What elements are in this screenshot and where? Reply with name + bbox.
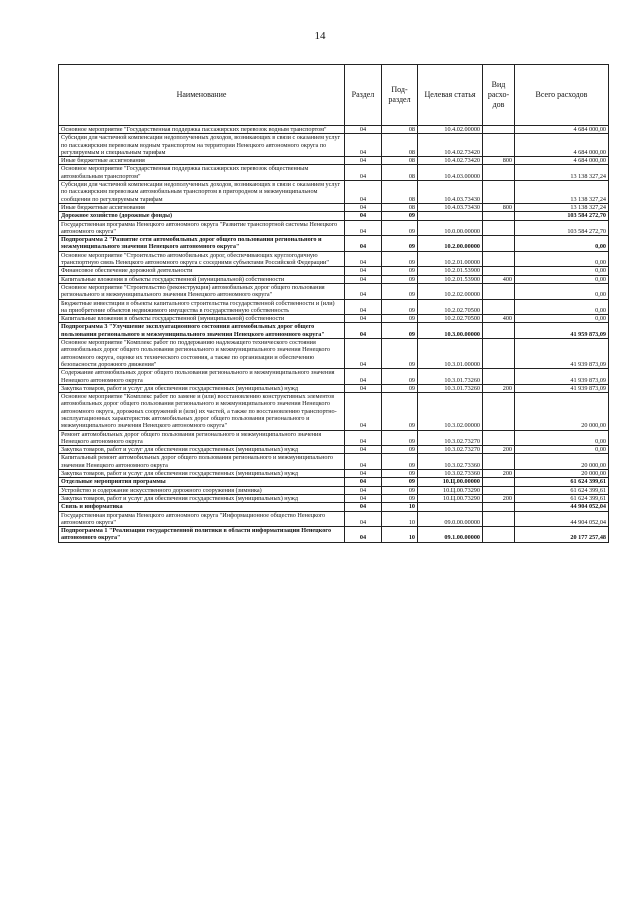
cell-name: Финансовое обеспечение дорожной деятельности bbox=[59, 267, 345, 275]
cell-razdel: 04 bbox=[345, 134, 382, 157]
table-row bbox=[59, 369, 609, 385]
cell-name: Капитальный ремонт автомобильных дорог общего пользования регионального и межмуниципального значения Ненецкого автономного округа bbox=[59, 454, 345, 470]
cell-razdel: 04 bbox=[345, 203, 382, 211]
expenditure-table-container bbox=[58, 64, 608, 543]
cell-razdel: 04 bbox=[345, 220, 382, 236]
cell-target-article: 10.2.00.00000 bbox=[418, 236, 483, 252]
table-row bbox=[59, 511, 609, 527]
table-row bbox=[59, 494, 609, 502]
cell-expense-type: 200 bbox=[483, 446, 515, 454]
cell-name: Иные бюджетные ассигнования bbox=[59, 203, 345, 211]
cell-total: 13 138 327,24 bbox=[515, 165, 609, 181]
cell-total: 103 584 272,70 bbox=[515, 220, 609, 236]
cell-expense-type: 400 bbox=[483, 275, 515, 283]
cell-expense-type: 800 bbox=[483, 203, 515, 211]
cell-podrazdel: 09 bbox=[382, 236, 418, 252]
cell-total: 44 904 052,04 bbox=[515, 503, 609, 511]
cell-name: Капитальные вложения в объекты государственной (муниципальной) собственности bbox=[59, 275, 345, 283]
table-row bbox=[59, 323, 609, 339]
cell-podrazdel: 09 bbox=[382, 494, 418, 502]
header-expense-type: Вид расхо-дов bbox=[483, 65, 515, 126]
cell-razdel: 04 bbox=[345, 315, 382, 323]
cell-name: Устройство и содержание искусственного дорожного сооружения (зимника) bbox=[59, 486, 345, 494]
cell-name: Закупка товаров, работ и услуг для обеспечения государственных (муниципальных) нужд bbox=[59, 384, 345, 392]
cell-target-article: 10.3.02.73270 bbox=[418, 430, 483, 446]
cell-expense-type: 200 bbox=[483, 494, 515, 502]
cell-total: 0,00 bbox=[515, 251, 609, 267]
cell-podrazdel: 08 bbox=[382, 126, 418, 134]
table-row bbox=[59, 384, 609, 392]
cell-expense-type: 400 bbox=[483, 315, 515, 323]
cell-razdel: 04 bbox=[345, 470, 382, 478]
cell-total: 0,00 bbox=[515, 236, 609, 252]
cell-expense-type: 800 bbox=[483, 157, 515, 165]
cell-target-article: 10.2.02.00000 bbox=[418, 283, 483, 299]
cell-expense-type bbox=[483, 323, 515, 339]
cell-target-article: 10.Ц.00.73290 bbox=[418, 494, 483, 502]
cell-podrazdel: 09 bbox=[382, 220, 418, 236]
cell-expense-type bbox=[483, 181, 515, 204]
cell-podrazdel: 10 bbox=[382, 527, 418, 543]
cell-podrazdel: 08 bbox=[382, 165, 418, 181]
table-row bbox=[59, 478, 609, 486]
cell-expense-type bbox=[483, 299, 515, 315]
cell-razdel: 04 bbox=[345, 165, 382, 181]
table-row bbox=[59, 220, 609, 236]
table-row bbox=[59, 454, 609, 470]
cell-podrazdel: 09 bbox=[382, 393, 418, 430]
cell-expense-type bbox=[483, 283, 515, 299]
cell-expense-type bbox=[483, 486, 515, 494]
table-row bbox=[59, 126, 609, 134]
table-row bbox=[59, 236, 609, 252]
cell-podrazdel: 08 bbox=[382, 157, 418, 165]
cell-total: 41 959 873,09 bbox=[515, 323, 609, 339]
cell-name: Основное мероприятие "Строительство (реконструкция) автомобильных дорог общего пользования регионального и межмуниципального значения Ненецкого автономного округа" bbox=[59, 283, 345, 299]
page-number: 14 bbox=[314, 30, 326, 42]
cell-expense-type bbox=[483, 212, 515, 220]
cell-name: Связь и информатика bbox=[59, 503, 345, 511]
cell-expense-type bbox=[483, 126, 515, 134]
cell-total: 4 684 000,00 bbox=[515, 126, 609, 134]
cell-name: Закупка товаров, работ и услуг для обеспечения государственных (муниципальных) нужд bbox=[59, 470, 345, 478]
cell-target-article: 10.0.00.00000 bbox=[418, 220, 483, 236]
table-row bbox=[59, 165, 609, 181]
cell-expense-type bbox=[483, 220, 515, 236]
cell-name: Капитальные вложения в объекты государственной (муниципальной) собственности bbox=[59, 315, 345, 323]
cell-total: 4 684 000,00 bbox=[515, 134, 609, 157]
cell-podrazdel: 09 bbox=[382, 369, 418, 385]
header-razdel: Раздел bbox=[345, 65, 382, 126]
cell-total: 20 000,00 bbox=[515, 393, 609, 430]
table-row bbox=[59, 527, 609, 543]
cell-podrazdel: 08 bbox=[382, 134, 418, 157]
cell-razdel: 04 bbox=[345, 369, 382, 385]
cell-name: Основное мероприятие "Государственная поддержка пассажирских перевозок общественным автомобильным транспортом" bbox=[59, 165, 345, 181]
cell-expense-type bbox=[483, 251, 515, 267]
table-row bbox=[59, 470, 609, 478]
cell-expense-type bbox=[483, 267, 515, 275]
cell-target-article: 10.2.02.70500 bbox=[418, 299, 483, 315]
cell-total: 44 904 052,04 bbox=[515, 511, 609, 527]
table-row bbox=[59, 299, 609, 315]
cell-expense-type: 200 bbox=[483, 470, 515, 478]
table-body bbox=[59, 126, 609, 543]
cell-podrazdel: 09 bbox=[382, 384, 418, 392]
table-row bbox=[59, 486, 609, 494]
cell-podrazdel: 10 bbox=[382, 511, 418, 527]
cell-total: 41 939 873,09 bbox=[515, 369, 609, 385]
cell-name: Бюджетные инвестиции в объекты капитального строительства государственной собственности и (или) на приобретение объектов недвижимого имущества в государственную собственность bbox=[59, 299, 345, 315]
table-row bbox=[59, 283, 609, 299]
table-row bbox=[59, 393, 609, 430]
cell-podrazdel: 09 bbox=[382, 478, 418, 486]
cell-target-article: 10.2.01.00000 bbox=[418, 251, 483, 267]
cell-total: 0,00 bbox=[515, 430, 609, 446]
cell-razdel: 04 bbox=[345, 299, 382, 315]
cell-expense-type bbox=[483, 478, 515, 486]
cell-razdel: 04 bbox=[345, 283, 382, 299]
cell-target-article: 10.3.02.73360 bbox=[418, 454, 483, 470]
cell-expense-type bbox=[483, 503, 515, 511]
cell-total: 4 684 000,00 bbox=[515, 157, 609, 165]
cell-total: 0,00 bbox=[515, 299, 609, 315]
cell-total: 0,00 bbox=[515, 283, 609, 299]
cell-total: 61 624 399,61 bbox=[515, 486, 609, 494]
cell-total: 0,00 bbox=[515, 267, 609, 275]
cell-razdel: 04 bbox=[345, 446, 382, 454]
cell-podrazdel: 09 bbox=[382, 323, 418, 339]
cell-name: Подпрограмма 1 "Реализация государственной политики в области информатизации Ненецкого автономного округа" bbox=[59, 527, 345, 543]
cell-name: Подпрограмма 3 "Улучшение эксплуатационного состояния автомобильных дорог общего пользования регионального и межмуниципального значения Ненецкого автономного округа" bbox=[59, 323, 345, 339]
cell-podrazdel: 09 bbox=[382, 446, 418, 454]
cell-target-article: 09.0.00.00000 bbox=[418, 511, 483, 527]
cell-razdel: 04 bbox=[345, 503, 382, 511]
table-row bbox=[59, 275, 609, 283]
cell-podrazdel: 08 bbox=[382, 181, 418, 204]
header-target-article: Целевая статья bbox=[418, 65, 483, 126]
cell-target-article: 10.3.01.00000 bbox=[418, 339, 483, 369]
cell-total: 41 939 873,09 bbox=[515, 339, 609, 369]
cell-name: Закупка товаров, работ и услуг для обеспечения государственных (муниципальных) нужд bbox=[59, 446, 345, 454]
cell-name: Закупка товаров, работ и услуг для обеспечения государственных (муниципальных) нужд bbox=[59, 494, 345, 502]
cell-target-article: 10.3.02.00000 bbox=[418, 393, 483, 430]
cell-target-article: 10.4.02.00000 bbox=[418, 126, 483, 134]
cell-razdel: 04 bbox=[345, 454, 382, 470]
cell-target-article: 10.4.03.00000 bbox=[418, 165, 483, 181]
cell-target-article bbox=[418, 212, 483, 220]
cell-razdel: 04 bbox=[345, 393, 382, 430]
cell-expense-type bbox=[483, 134, 515, 157]
cell-name: Подпрограмма 2 "Развитие сети автомобильных дорог общего пользования регионального и межмуниципального значения Ненецкого автономного округа" bbox=[59, 236, 345, 252]
cell-name: Государственная программа Ненецкого автономного округа "Информационное общество Ненецкого автономного округа" bbox=[59, 511, 345, 527]
cell-target-article: 10.3.00.00000 bbox=[418, 323, 483, 339]
cell-podrazdel: 09 bbox=[382, 486, 418, 494]
cell-razdel: 04 bbox=[345, 527, 382, 543]
table-row bbox=[59, 212, 609, 220]
cell-total: 0,00 bbox=[515, 315, 609, 323]
cell-total: 20 000,00 bbox=[515, 470, 609, 478]
cell-razdel: 04 bbox=[345, 181, 382, 204]
cell-razdel: 04 bbox=[345, 267, 382, 275]
cell-target-article: 10.Ц.00.00000 bbox=[418, 478, 483, 486]
cell-razdel: 04 bbox=[345, 126, 382, 134]
cell-target-article: 10.4.03.73430 bbox=[418, 181, 483, 204]
cell-name: Основное мероприятие "Государственная поддержка пассажирских перевозок водным транспортом" bbox=[59, 126, 345, 134]
cell-name: Дорожное хозяйство (дорожные фонды) bbox=[59, 212, 345, 220]
cell-razdel: 04 bbox=[345, 430, 382, 446]
cell-target-article: 10.4.03.73430 bbox=[418, 203, 483, 211]
cell-podrazdel: 09 bbox=[382, 470, 418, 478]
cell-razdel: 04 bbox=[345, 212, 382, 220]
cell-podrazdel: 09 bbox=[382, 339, 418, 369]
cell-razdel: 04 bbox=[345, 236, 382, 252]
cell-expense-type bbox=[483, 393, 515, 430]
cell-razdel: 04 bbox=[345, 157, 382, 165]
cell-podrazdel: 09 bbox=[382, 212, 418, 220]
cell-razdel: 04 bbox=[345, 478, 382, 486]
cell-target-article: 10.3.01.73260 bbox=[418, 369, 483, 385]
cell-podrazdel: 09 bbox=[382, 275, 418, 283]
cell-podrazdel: 09 bbox=[382, 430, 418, 446]
header-name: Наименование bbox=[59, 65, 345, 126]
cell-expense-type bbox=[483, 339, 515, 369]
cell-podrazdel: 09 bbox=[382, 299, 418, 315]
cell-total: 0,00 bbox=[515, 275, 609, 283]
cell-target-article: 10.3.01.73260 bbox=[418, 384, 483, 392]
cell-target-article: 10.2.01.53900 bbox=[418, 267, 483, 275]
cell-expense-type bbox=[483, 236, 515, 252]
cell-total: 61 624 399,61 bbox=[515, 478, 609, 486]
header-total: Всего расходов bbox=[515, 65, 609, 126]
cell-expense-type bbox=[483, 430, 515, 446]
cell-expense-type: 200 bbox=[483, 384, 515, 392]
cell-target-article: 10.4.02.73420 bbox=[418, 157, 483, 165]
cell-expense-type bbox=[483, 527, 515, 543]
cell-razdel: 04 bbox=[345, 323, 382, 339]
table-row bbox=[59, 315, 609, 323]
cell-podrazdel: 09 bbox=[382, 315, 418, 323]
cell-total: 13 138 327,24 bbox=[515, 203, 609, 211]
cell-target-article: 10.3.02.73270 bbox=[418, 446, 483, 454]
cell-razdel: 04 bbox=[345, 251, 382, 267]
cell-total: 20 177 257,48 bbox=[515, 527, 609, 543]
cell-razdel: 04 bbox=[345, 384, 382, 392]
cell-razdel: 04 bbox=[345, 511, 382, 527]
cell-name: Основное мероприятие "Комплекс работ по замене и (или) восстановлению конструктивных элементов автомобильных дорог общего пользования регионального и межмуниципального значения Ненецкого автономного округа, дорожных сооружений и (или) их частей, а также по восстановлению транспортно-эксплуатационных характеристик автомобильных дорог общего пользования регионального и межмуниципального значения Ненецкого автономного округа" bbox=[59, 393, 345, 430]
table-row bbox=[59, 157, 609, 165]
cell-target-article: 10.4.02.73420 bbox=[418, 134, 483, 157]
cell-name: Иные бюджетные ассигнования bbox=[59, 157, 345, 165]
cell-target-article: 10.2.02.70500 bbox=[418, 315, 483, 323]
cell-podrazdel: 09 bbox=[382, 267, 418, 275]
table-row bbox=[59, 203, 609, 211]
cell-expense-type bbox=[483, 511, 515, 527]
cell-name: Основное мероприятие "Комплекс работ по поддержанию надлежащего технического состояния автомобильных дорог общего пользования регионального и межмуниципального значения Ненецкого автономного округа, оценке их технического состояния, а также по организации и обеспечению безопасности дорожного движения" bbox=[59, 339, 345, 369]
table-row bbox=[59, 267, 609, 275]
cell-target-article: 10.2.01.53900 bbox=[418, 275, 483, 283]
cell-name: Субсидии для частичной компенсации недополученных доходов, возникающих в связи с оказанием услуг по пассажирским перевозкам водным транспортом на территории Ненецкого автономного округа по регулируемым и специальным тарифам bbox=[59, 134, 345, 157]
cell-podrazdel: 09 bbox=[382, 454, 418, 470]
cell-target-article bbox=[418, 503, 483, 511]
cell-name: Государственная программа Ненецкого автономного округа "Развитие транспортной системы Ненецкого автономного округа" bbox=[59, 220, 345, 236]
cell-target-article: 10.Ц.00.73290 bbox=[418, 486, 483, 494]
cell-podrazdel: 09 bbox=[382, 251, 418, 267]
cell-expense-type bbox=[483, 369, 515, 385]
header-podrazdel: Под-раздел bbox=[382, 65, 418, 126]
cell-expense-type bbox=[483, 454, 515, 470]
cell-razdel: 04 bbox=[345, 339, 382, 369]
cell-total: 20 000,00 bbox=[515, 454, 609, 470]
cell-total: 0,00 bbox=[515, 446, 609, 454]
cell-podrazdel: 10 bbox=[382, 503, 418, 511]
cell-name: Ремонт автомобильных дорог общего пользования регионального и межмуниципального значения Ненецкого автономного округа bbox=[59, 430, 345, 446]
cell-total: 61 624 399,61 bbox=[515, 494, 609, 502]
cell-name: Отдельные мероприятия программы bbox=[59, 478, 345, 486]
table-row bbox=[59, 446, 609, 454]
table-row bbox=[59, 134, 609, 157]
table-row bbox=[59, 430, 609, 446]
table-row bbox=[59, 181, 609, 204]
cell-name: Содержание автомобильных дорог общего пользования регионального и межмуниципального значения Ненецкого автономного округа bbox=[59, 369, 345, 385]
cell-podrazdel: 08 bbox=[382, 203, 418, 211]
table-row bbox=[59, 251, 609, 267]
cell-target-article: 10.3.02.73360 bbox=[418, 470, 483, 478]
cell-total: 103 584 272,70 bbox=[515, 212, 609, 220]
cell-razdel: 04 bbox=[345, 275, 382, 283]
cell-total: 13 138 327,24 bbox=[515, 181, 609, 204]
cell-total: 41 939 873,09 bbox=[515, 384, 609, 392]
table-header-row bbox=[59, 65, 609, 126]
cell-razdel: 04 bbox=[345, 486, 382, 494]
expenditure-table bbox=[58, 64, 609, 543]
cell-name: Основное мероприятие "Строительство автомобильных дорог, обеспечивающих круглогодичную транспортную связь Ненецкого автономного округа с соседними субъектами Российской Федерации" bbox=[59, 251, 345, 267]
cell-podrazdel: 09 bbox=[382, 283, 418, 299]
cell-expense-type bbox=[483, 165, 515, 181]
table-row bbox=[59, 339, 609, 369]
cell-razdel: 04 bbox=[345, 494, 382, 502]
cell-name: Субсидии для частичной компенсации недополученных доходов, возникающих в связи с оказанием услуг по пассажирским перевозкам автомобильным транспортом в пригородном и межмуниципальном сообщении по регулируемым тарифам bbox=[59, 181, 345, 204]
cell-target-article: 09.1.00.00000 bbox=[418, 527, 483, 543]
table-row bbox=[59, 503, 609, 511]
